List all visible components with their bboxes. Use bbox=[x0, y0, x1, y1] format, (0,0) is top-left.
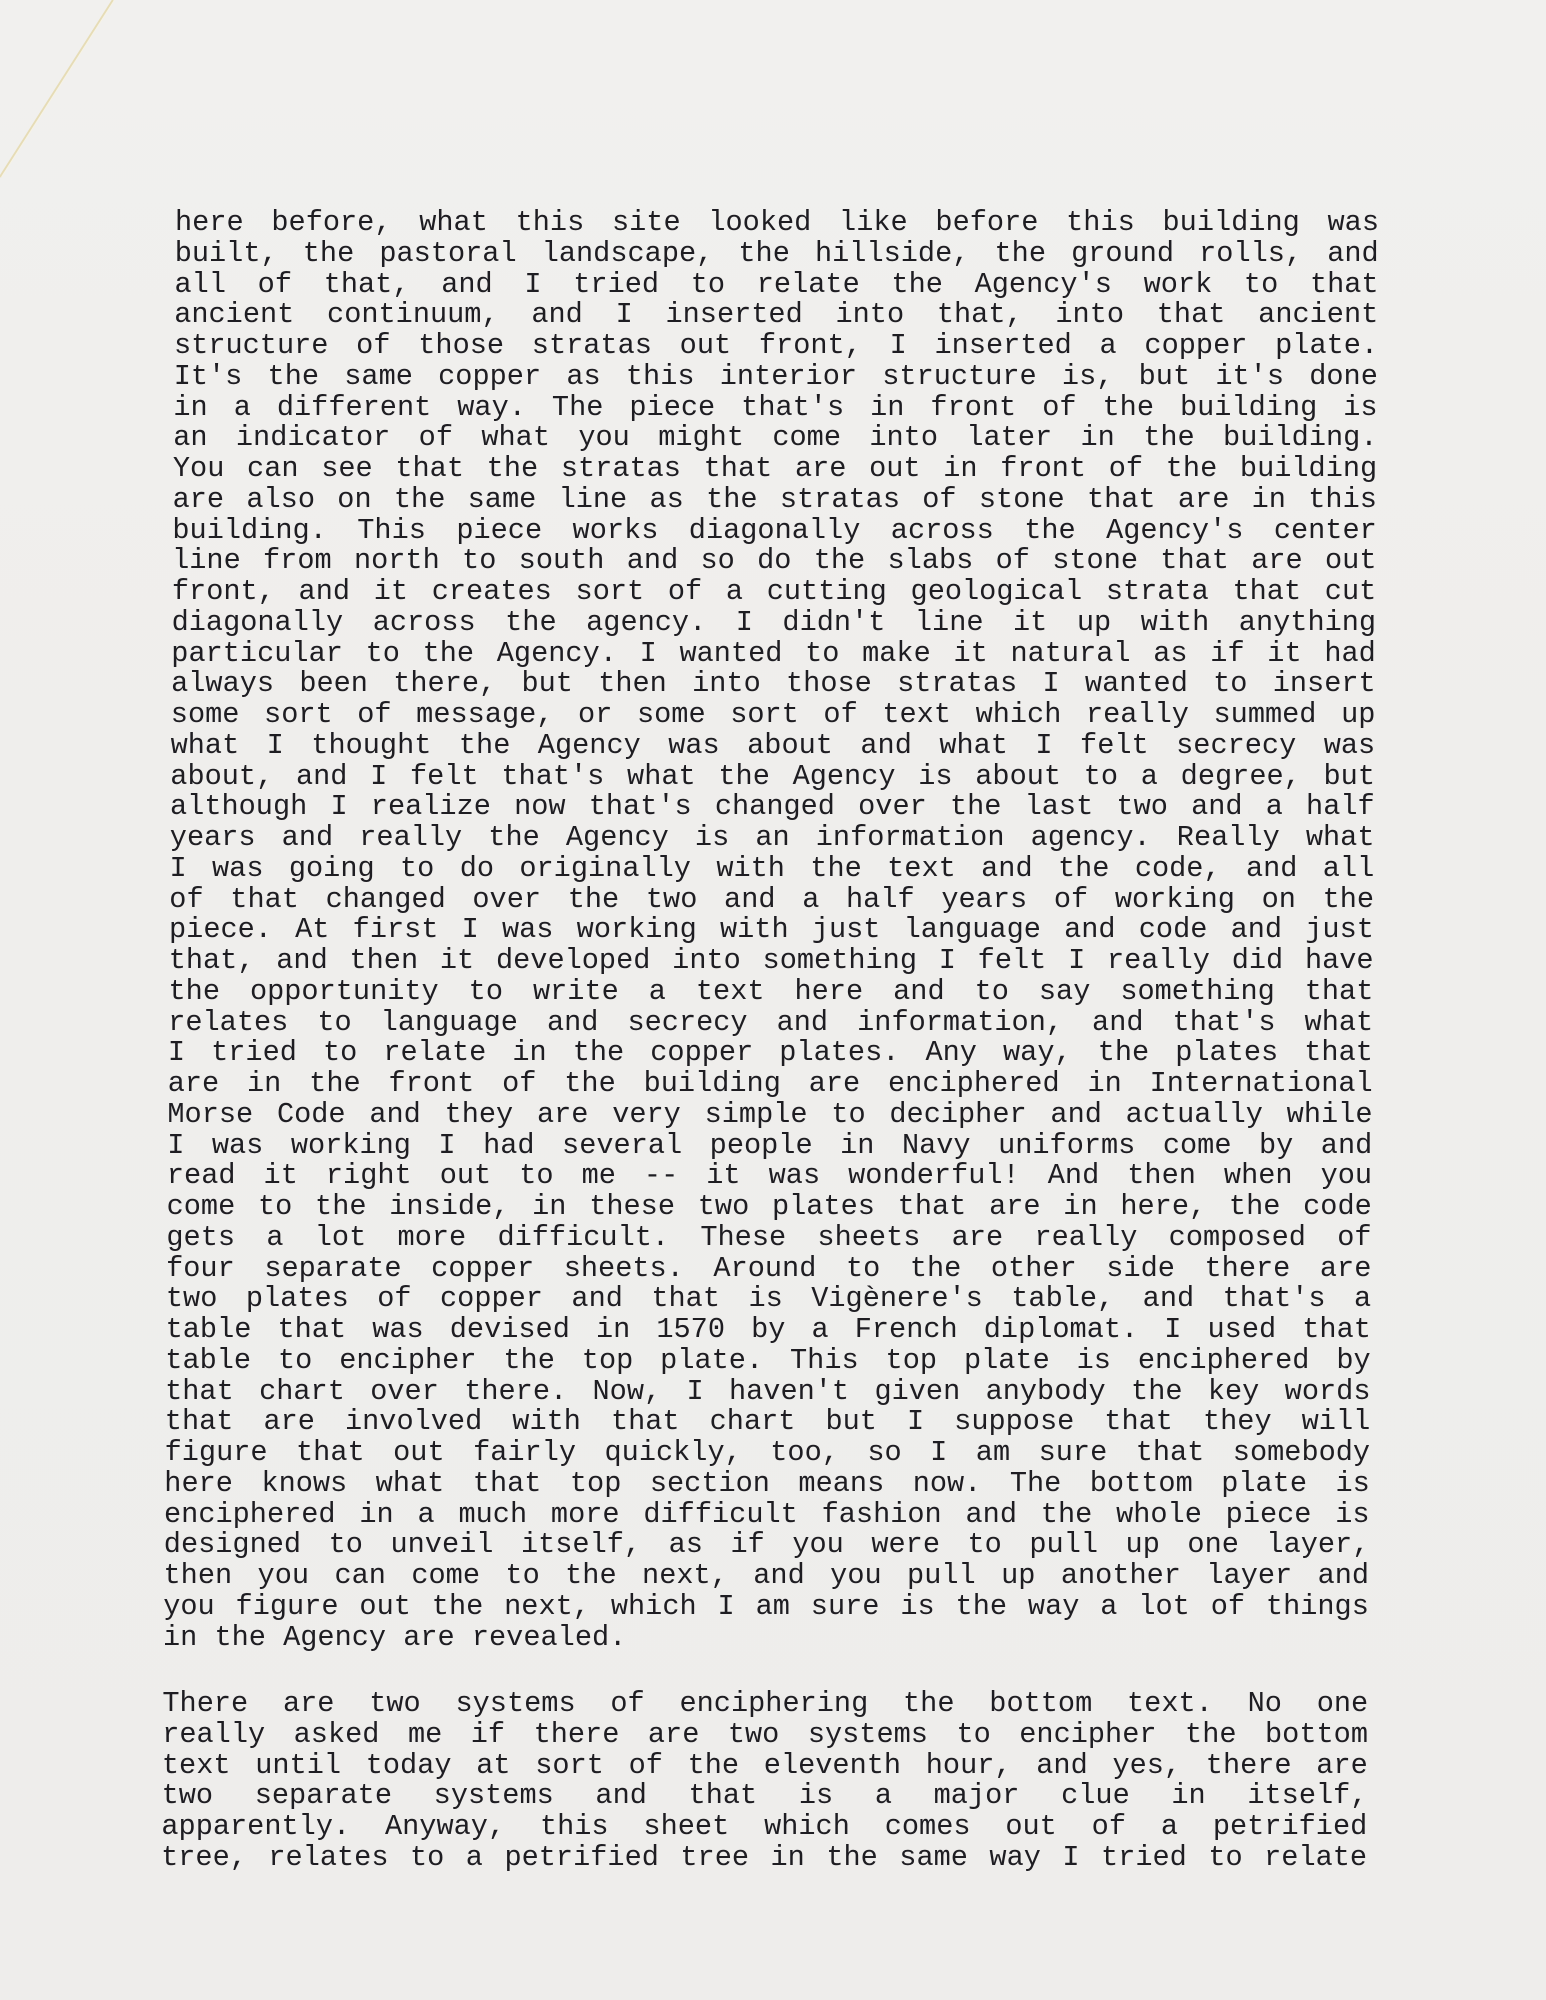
text-line: diagonally across the agency. I didn't line it up with anything bbox=[171, 605, 1377, 639]
text-line: line from north to south and so do the slabs of stone that are out bbox=[172, 544, 1377, 578]
text-line: table to encipher the top plate. This top plate is enciphered by bbox=[165, 1343, 1371, 1377]
text-line: table that was devised in 1570 by a French diplomat. I used that bbox=[165, 1313, 1371, 1346]
text-line: years and really the Agency is an information agency. Really what bbox=[169, 821, 1375, 854]
text-line: relates to language and secrecy and information, and that's what bbox=[168, 1005, 1374, 1039]
text-line: enciphered in a much more difficult fashion and the whole piece is bbox=[164, 1497, 1370, 1531]
text-line: built, the pastoral landscape, the hillside, the ground rolls, and bbox=[174, 236, 1379, 270]
text-line: two plates of copper and that is Vigènere's table, and that's a bbox=[165, 1282, 1372, 1316]
text-line: I was going to do originally with the text and the code, and all bbox=[169, 851, 1375, 885]
text-line: piece. At first I was working with just language and code and just bbox=[169, 913, 1374, 947]
text-line: It's the same copper as this interior structure is, but it's done bbox=[173, 359, 1378, 393]
text-line: all of that, and I tried to relate the Agency's work to that bbox=[174, 267, 1379, 301]
text-line: here knows what that top section means now. The bottom plate is bbox=[164, 1466, 1370, 1500]
text-line: some sort of message, or some sort of text which really summed up bbox=[170, 698, 1376, 731]
text-line: here before, what this site looked like before this building was bbox=[175, 206, 1379, 239]
text-line: designed to unveil itself, as if you were to pull up one layer, bbox=[163, 1528, 1370, 1562]
text-line: You can see that the stratas that are out in front of the building bbox=[172, 452, 1378, 485]
text-line: front, and it creates sort of a cutting geological strata that cut bbox=[171, 575, 1377, 608]
text-line: are also on the same line as the stratas of stone that are in this bbox=[172, 482, 1377, 516]
text-line: Morse Code and they are very simple to decipher and actually while bbox=[167, 1097, 1373, 1131]
text-line: are in the front of the building are enciphered in International bbox=[167, 1067, 1373, 1100]
text-line: There are two systems of enciphering the bottom text. No one bbox=[162, 1687, 1369, 1720]
text-line: tree, relates to a petrified tree in the same way I tried to relate bbox=[161, 1840, 1368, 1874]
text-line: read it right out to me -- it was wonderful! And then when you bbox=[166, 1159, 1373, 1193]
text-line: figure that out fairly quickly, too, so I am sure that somebody bbox=[164, 1436, 1371, 1469]
text-line: I was working I had several people in Navy uniforms come by and bbox=[167, 1128, 1373, 1162]
text-line: about, and I felt that's what the Agency is about to a degree, but bbox=[170, 759, 1375, 793]
text-line: that chart over there. Now, I haven't given anybody the key words bbox=[165, 1374, 1371, 1408]
text-line: you figure out the next, which I am sure is the way a lot of things bbox=[163, 1589, 1369, 1623]
text-line: structure of those stratas out front, I inserted a copper plate. bbox=[174, 329, 1379, 362]
text-line: I tried to relate in the copper plates. Any way, the plates that bbox=[167, 1036, 1373, 1070]
text-line: particular to the Agency. I wanted to make it natural as if it had bbox=[171, 636, 1376, 670]
text-line: in a different way. The piece that's in front of the building is bbox=[173, 390, 1378, 424]
text-line: that, and then it developed into something I felt I really did have bbox=[168, 944, 1374, 977]
text-line: text until today at sort of the eleventh hour, and yes, there are bbox=[161, 1748, 1368, 1782]
text-line: then you can come to the next, and you pull up another layer and bbox=[163, 1559, 1370, 1592]
text-line: although I realize now that's changed over the last two and a half bbox=[170, 790, 1375, 824]
text-line: two separate systems and that is a major clue in itself, bbox=[161, 1779, 1368, 1813]
text-line: an indicator of what you might come into later in the building. bbox=[173, 421, 1378, 455]
text-line: that are involved with that chart but I suppose that they will bbox=[164, 1405, 1371, 1439]
text-line: come to the inside, in these two plates that are in here, the code bbox=[166, 1190, 1372, 1223]
paper-fold-crease bbox=[0, 0, 200, 200]
text-line: of that changed over the two and a half years of working on the bbox=[169, 882, 1375, 916]
text-line: what I thought the Agency was about and what I felt secrecy was bbox=[170, 728, 1376, 762]
text-line: four separate copper sheets. Around to the other side there are bbox=[166, 1251, 1372, 1285]
text-line: in the Agency are revealed. bbox=[163, 1620, 627, 1654]
text-line: always been there, but then into those stratas I wanted to insert bbox=[171, 667, 1376, 701]
text-line: ancient continuum, and I inserted into that, into that ancient bbox=[174, 298, 1379, 332]
text-line: the opportunity to write a text here and to say something that bbox=[168, 974, 1374, 1008]
text-line: apparently. Anyway, this sheet which comes out of a petrified bbox=[161, 1810, 1368, 1843]
text-line: building. This piece works diagonally across the Agency's center bbox=[172, 513, 1377, 547]
text-line: really asked me if there are two systems to encipher the bottom bbox=[162, 1717, 1368, 1751]
text-line: gets a lot more difficult. These sheets are really composed of bbox=[166, 1220, 1372, 1254]
